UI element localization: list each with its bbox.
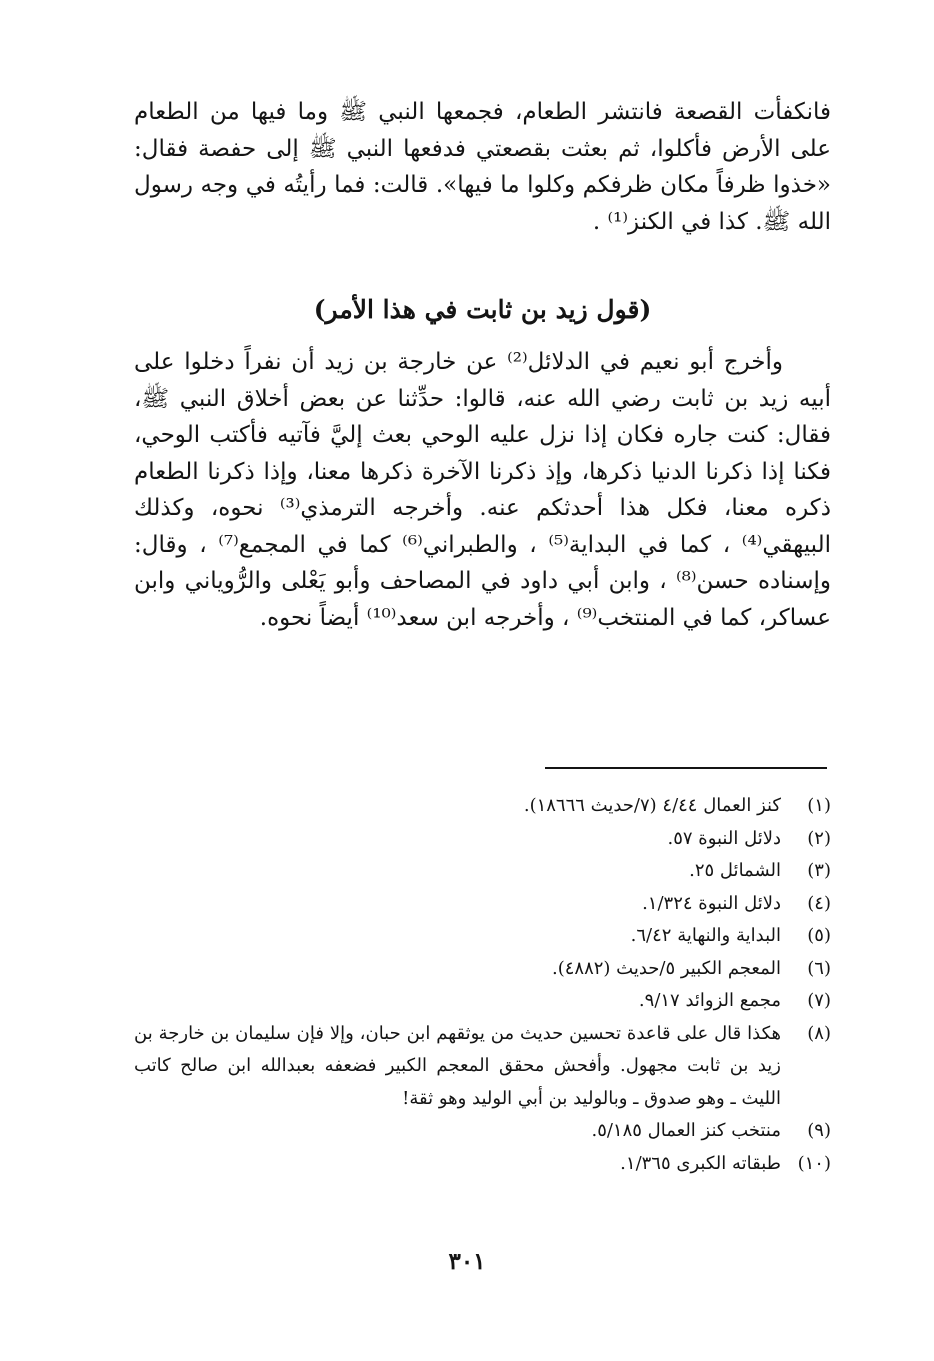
footnote-number: (٧)	[807, 990, 831, 1011]
footnote-number: (١)	[807, 795, 831, 816]
body-paragraph-2: وأخرج أبو نعيم في الدلائل⁽²⁾ عن خارجة بن زيد أن نفراً دخلوا على أبيه زيد بن ثابت رضي الله عنه، قالوا: حدِّثنا عن بعض أخلاق النبي ﷺ، فقال: كنت جاره فكان إذا نزل عليه الوحي بعث إليَّ فآتيه فأكتب الوحي، فكنا إذا ذكرنا الدنيا ذكرها، وإذ ذكرنا الآخرة ذكرها معنا، وإذا ذكرنا الطعام ذكره معنا، فكل هذا أحدثكم عنه. وأخرجه الترمذي⁽³⁾ نحوه، وكذلك البيهقي⁽⁴⁾ ، كما في البداية⁽⁵⁾ ، والطبراني⁽⁶⁾ كما في المجمع⁽⁷⁾ ، وقال: وإسناده حسن⁽⁸⁾ ، وابن أبي داود في المصاحف وأبو يَعْلى والرُّوياني وابن عساكر، كما في المنتخب⁽⁹⁾ ، وأخرجه ابن سعد⁽¹⁰⁾ أيضاً نحوه.	[134, 349, 832, 631]
footnote-text: طبقاته الكبرى ١/٣٦٥.	[620, 1152, 781, 1174]
footnote-item	[134, 985, 831, 1018]
page-number: ٣٠١	[448, 1248, 486, 1275]
footnote-text: الشمائل ٢٥.	[689, 860, 781, 881]
footnote-number: (١٠)	[797, 1152, 831, 1174]
footnote-separator	[545, 767, 827, 769]
footnote-text: كنز العمال ٤/٤٤ (٧/حديث ١٨٦٦٦).	[523, 795, 781, 816]
footnote-item	[134, 920, 831, 953]
footnote-item	[134, 888, 831, 921]
footnote-text: دلائل النبوة ٥٧.	[667, 827, 781, 849]
footnote-item	[134, 953, 831, 986]
footnote-item	[134, 1115, 831, 1148]
footnote-item	[134, 823, 831, 856]
footnote-number: (٦)	[807, 957, 831, 979]
footnote-item	[134, 790, 831, 823]
footnotes-list	[134, 790, 831, 1180]
footnote-number: (٣)	[807, 860, 831, 881]
footnote-text: المعجم الكبير ٥/حديث (٤٨٨٢).	[551, 957, 781, 979]
body-paragraph-1: فانكفأت القصعة فانتشر الطعام، فجمعها النبي ﷺ وما فيها من الطعام على الأرض فأكلوا، ثم بعثت بقصعتي فدفعها النبي ﷺ إلى حفصة فقال: «خذوا ظرفاً مكان ظرفكم وكلوا ما فيها». قالت: فما رأيتُه في وجه رسول الله ﷺ. كذا في الكنز⁽¹⁾ .	[134, 99, 831, 235]
section-heading: (قول زيد بن ثابت في هذا الأمر)	[313, 295, 652, 324]
footnote-item	[134, 1018, 831, 1116]
footnote-text: دلائل النبوة ١/٣٢٤.	[642, 892, 781, 914]
footnote-number: (٩)	[807, 1120, 831, 1141]
footnote-number: (٨)	[807, 1022, 831, 1044]
footnote-text: مجمع الزوائد ٩/١٧.	[638, 990, 781, 1011]
footnote-text: البداية والنهاية ٦/٤٢.	[630, 925, 781, 946]
footnote-item	[134, 1148, 831, 1181]
footnote-text: منتخب كنز العمال ٥/١٨٥.	[591, 1120, 781, 1141]
footnote-item	[134, 855, 831, 888]
footnote-number: (٤)	[807, 892, 831, 914]
footnote-number: (٥)	[807, 925, 831, 946]
footnote-number: (٢)	[807, 827, 831, 849]
footnote-text: هكذا قال على قاعدة تحسين حديث من يوثقهم ابن حبان، وإلا فإن سليمان بن خارجة بن زيد بن ثابت مجهول. وأفحش محقق المعجم الكبير فضعفه بعبدالله ابن صالح كاتب الليث ـ وهو صدوق ـ وبالوليد بن أبي الوليد وهو ثقة!	[134, 1022, 781, 1109]
